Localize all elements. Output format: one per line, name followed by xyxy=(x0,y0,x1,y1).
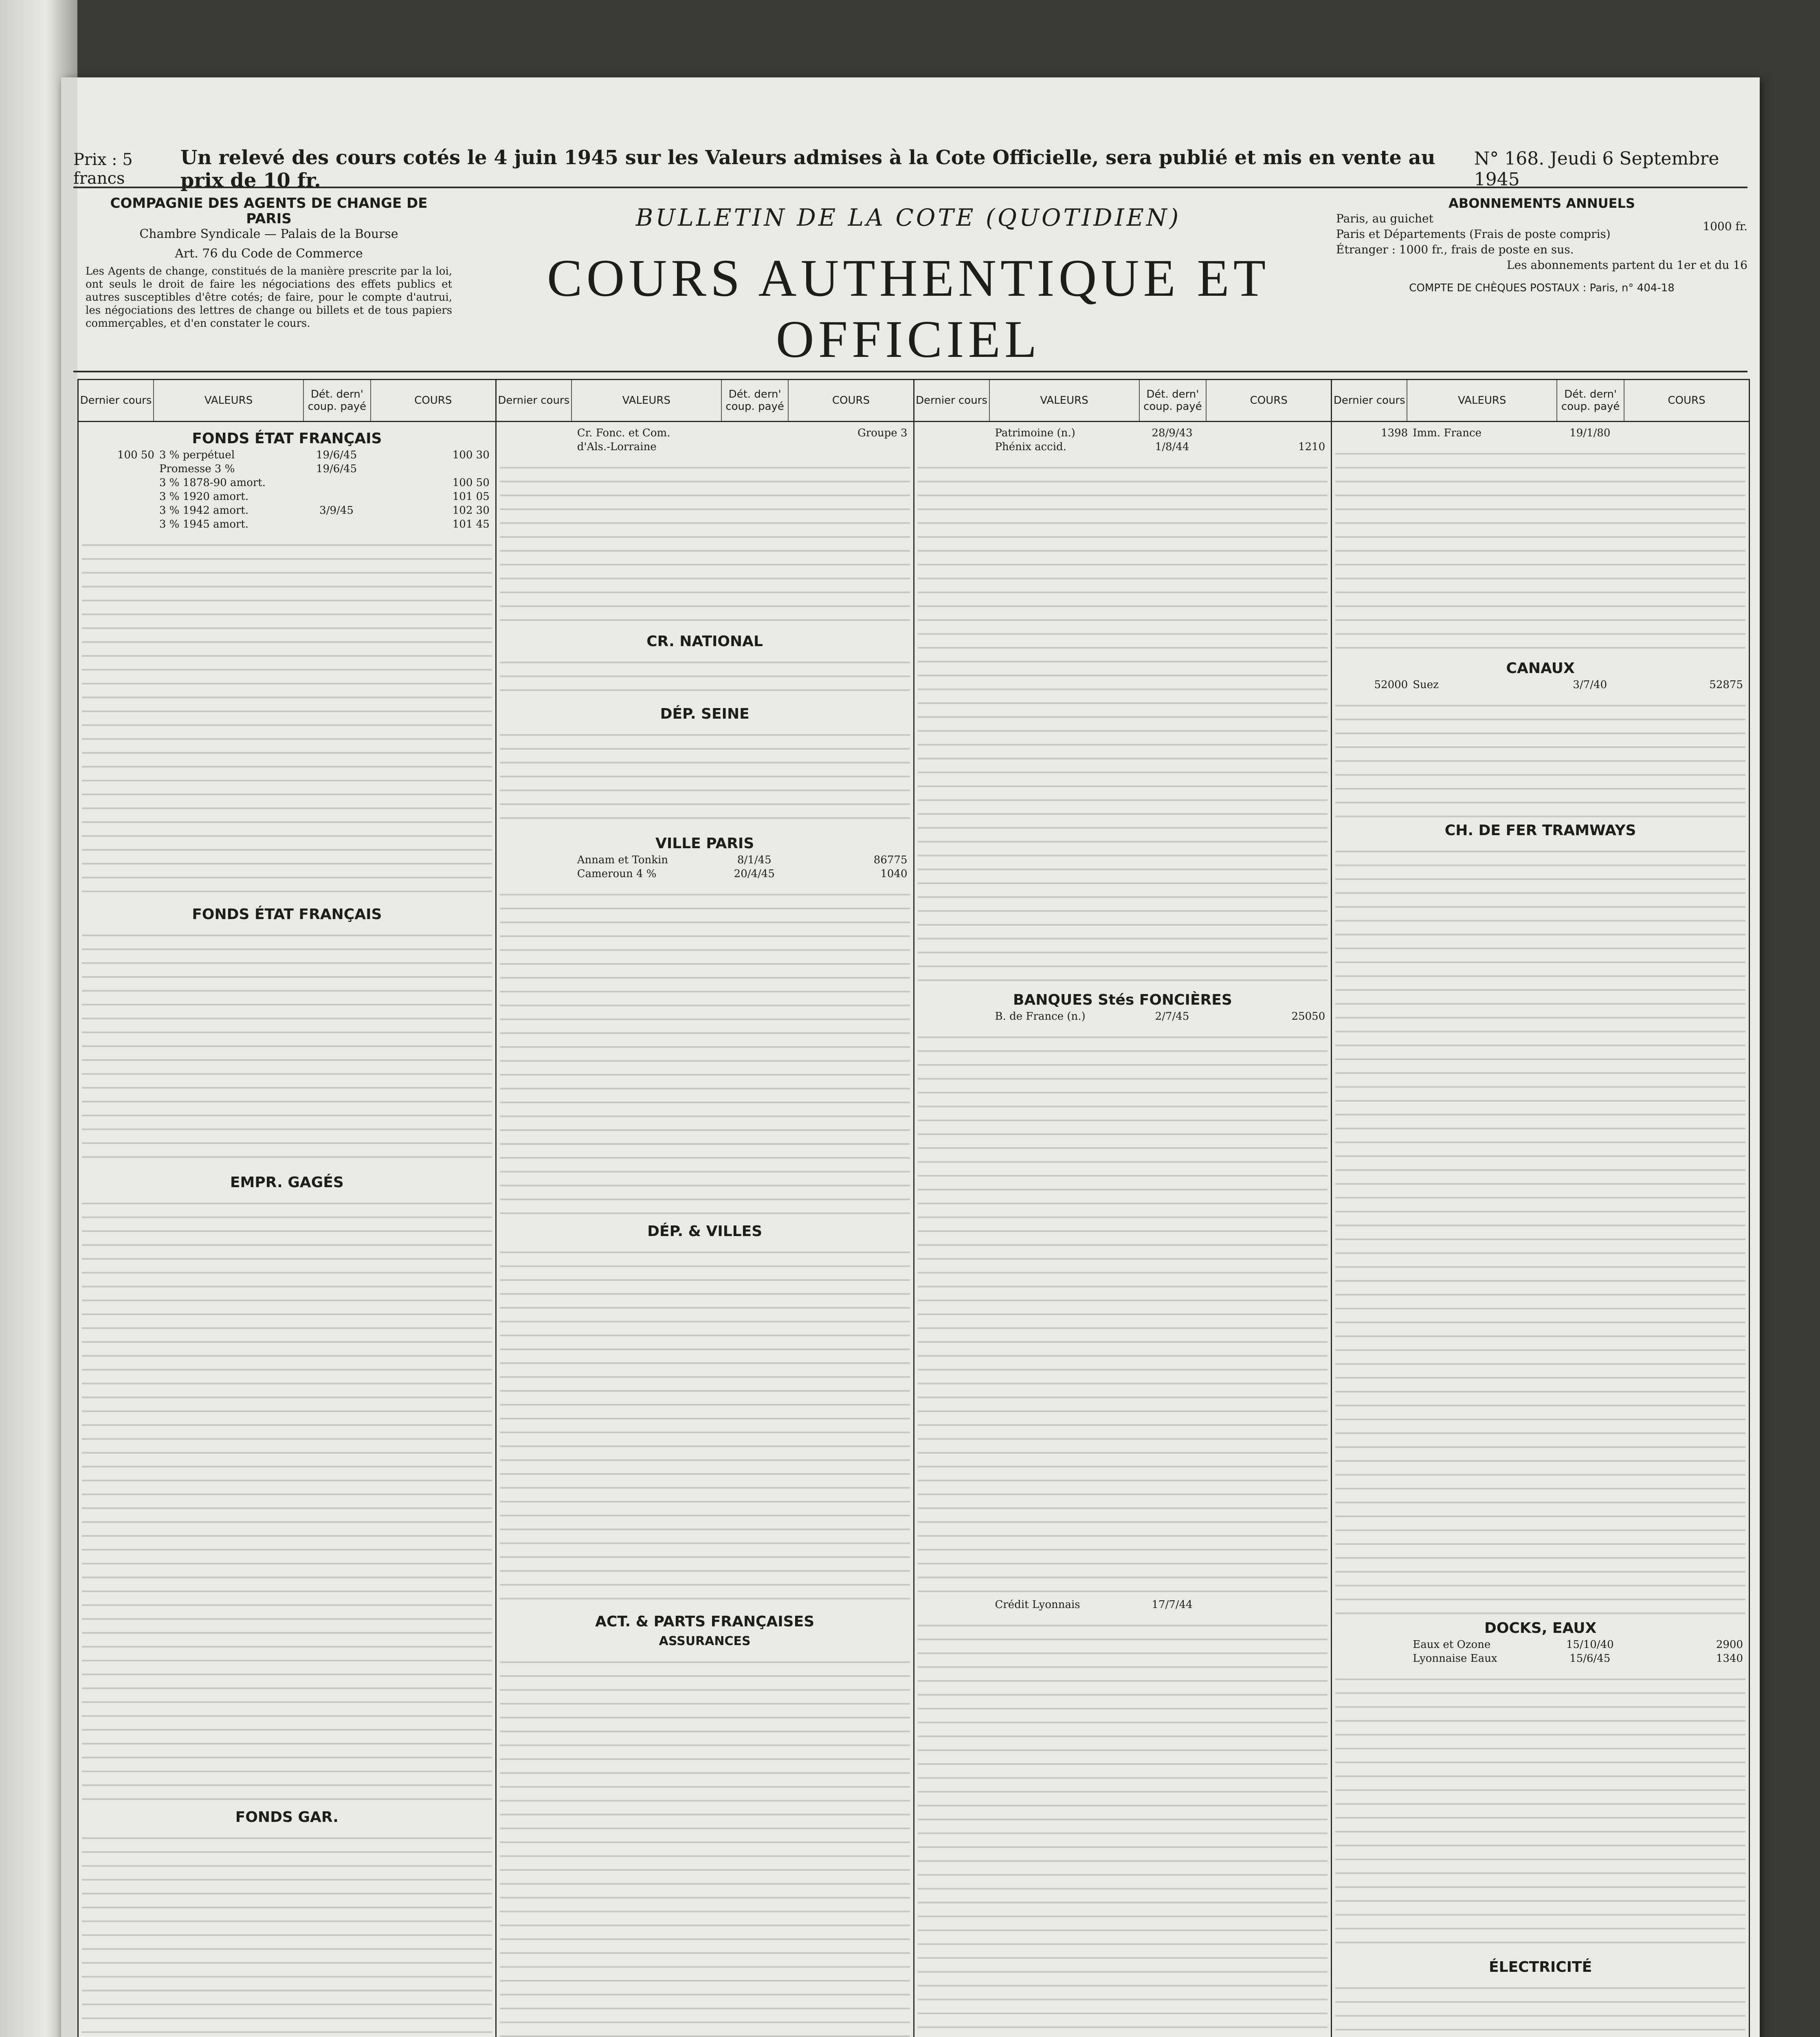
section-heading: ACT. & PARTS FRANÇAISES xyxy=(595,1613,815,1630)
subscription-line-2: Paris et Départements (Frais de poste compris) xyxy=(1336,227,1611,241)
table-row: 3 % 1942 amort. 3/9/45 102 30 xyxy=(159,504,490,517)
quotation-rows-illegible xyxy=(500,885,910,1219)
section-heading: BANQUES Stés FONCIÈRES xyxy=(1013,992,1232,1008)
quotation-rows-illegible xyxy=(1335,1670,1745,1955)
quotation-rows-illegible xyxy=(500,725,910,831)
table-row: 1398 Imm. France 19/1/80 xyxy=(1381,427,1611,439)
main-title: COURS AUTHENTIQUE ET OFFICIEL xyxy=(547,249,1270,369)
table-row: 3 % 1878-90 amort. 100 50 xyxy=(159,477,490,489)
quotation-column-3 xyxy=(914,380,1332,2037)
section-heading: DÉP. & VILLES xyxy=(647,1223,763,1240)
section-heading: DOCKS, EAUX xyxy=(1484,1620,1597,1637)
section-heading: CR. NATIONAL xyxy=(646,633,763,650)
table-row: Crédit Lyonnais 17/7/44 xyxy=(995,1599,1193,1611)
header-securities: VALEURS xyxy=(154,380,304,421)
subscription-line-3: Étranger : 1000 fr., frais de poste en sus. xyxy=(1336,243,1574,256)
quotation-rows-illegible xyxy=(82,535,492,902)
table-row: Annam et Tonkin 8/1/45 86775 xyxy=(577,854,908,866)
quotation-column-4 xyxy=(1332,380,1749,2037)
subscription-amount: 1000 fr. xyxy=(1703,220,1747,233)
section-heading: VILLE PARIS xyxy=(655,835,754,852)
table-row: Lyonnaise Eaux 15/6/45 1340 xyxy=(1413,1652,1743,1665)
top-notice-line xyxy=(73,146,1747,192)
column-header: Dernier cours VALEURS Dét. dern' coup. payé COURS xyxy=(497,380,913,422)
subscription-line-4: Les abonnements partent du 1er et du 16 xyxy=(1507,258,1747,272)
quotation-rows-illegible xyxy=(1335,842,1745,1616)
issue-number: N° 168. Jeudi 6 Septembre 1945 xyxy=(1474,148,1719,190)
table-row: Cr. Fonc. et Com. Groupe 3 xyxy=(577,427,908,439)
quotation-grid xyxy=(77,379,1750,2037)
table-row: Eaux et Ozone 15/10/40 2900 xyxy=(1413,1639,1743,1651)
header-coupon: Dét. dern' coup. payé xyxy=(304,380,371,421)
table-row: Promesse 3 % 19/6/45 xyxy=(159,463,357,475)
price-label: Prix : 5 francs xyxy=(73,150,133,188)
table-row: B. de France (n.) 2/7/45 25050 xyxy=(995,1010,1325,1023)
quotation-rows-illegible xyxy=(82,1828,492,2037)
table-row: Cameroun 4 % 20/4/45 1040 xyxy=(577,868,908,880)
quotation-rows-illegible xyxy=(500,1652,910,2037)
header-last-price: Dernier cours xyxy=(79,380,154,421)
quotation-rows-illegible xyxy=(82,926,492,1170)
masthead xyxy=(489,204,1328,370)
table-row: 3 % 1945 amort. 101 45 xyxy=(159,518,490,530)
quotation-rows-illegible xyxy=(1335,696,1745,818)
quotation-rows-illegible xyxy=(1335,1978,1745,2037)
article-text: Les Agents de change, constitués de la manière prescrite par la loi, ont seuls le droit de faire les négociations des effets publics et autres susceptibles d'être cotés; de faire, pour le compte d'autrui, les négociations des lettres de change ou billets et de tous papiers commerçables, et d'en constater le cours. xyxy=(86,265,452,330)
bulletin-title: BULLETIN DE LA COTE (QUOTIDIEN) xyxy=(635,204,1181,231)
section-heading: DÉP. SEINE xyxy=(660,706,750,722)
header-rule xyxy=(73,187,1747,188)
column-header xyxy=(79,380,495,422)
subscription-line-1: Paris, au guichet xyxy=(1336,212,1433,225)
quotation-rows-illegible xyxy=(500,458,910,629)
section-heading: EMPR. GAGÉS xyxy=(230,1174,344,1191)
section-heading: CH. DE FER TRAMWAYS xyxy=(1444,822,1636,839)
publication-notice: Un relevé des cours cotés le 4 juin 1945 sur les Valeurs admises à la Cote Officielle, sera publié et mis en vente au prix de 10 fr. xyxy=(180,146,1435,192)
section-subheading: ASSURANCES xyxy=(659,1634,751,1648)
section-heading: FONDS ÉTAT FRANÇAIS xyxy=(192,430,382,447)
masthead-rule xyxy=(73,371,1747,372)
quotation-rows-illegible xyxy=(82,1194,492,1805)
section-heading: CANAUX xyxy=(1506,660,1575,677)
table-row: d'Als.-Lorraine xyxy=(577,441,657,453)
table-row: Patrimoine (n.) 28/9/43 xyxy=(995,427,1193,439)
quotation-rows-illegible xyxy=(918,458,1328,988)
article-heading: Art. 76 du Code de Commerce xyxy=(175,246,363,261)
quotation-rows-illegible xyxy=(500,1243,910,1609)
quotation-rows-illegible xyxy=(1335,444,1745,656)
section-heading: FONDS ÉTAT FRANÇAIS xyxy=(192,906,382,923)
subscriptions-block xyxy=(1336,196,1747,296)
subscriptions-heading: ABONNEMENTS ANNUELS xyxy=(1449,196,1635,211)
column-header: Dernier cours VALEURS Dét. dern' coup. payé COURS xyxy=(914,380,1331,422)
quotation-column-1 xyxy=(79,380,497,2037)
table-row: Phénix accid. 1/8/44 1210 xyxy=(995,441,1325,453)
publisher-block xyxy=(86,196,452,330)
company-name: COMPAGNIE DES AGENTS DE CHANGE DE PARIS xyxy=(110,195,428,227)
quotation-rows-illegible xyxy=(918,1027,1328,1598)
postal-account: COMPTE DE CHÈQUES POSTAUX : Paris, n° 404-18 xyxy=(1409,282,1675,294)
section-heading: ÉLECTRICITÉ xyxy=(1489,1959,1592,1975)
quotation-column-2 xyxy=(497,380,914,2037)
section-heading: FONDS GAR. xyxy=(235,1809,339,1826)
header-price: COURS xyxy=(414,394,452,407)
newspaper-page xyxy=(61,77,1760,2037)
column-header: Dernier cours VALEURS Dét. dern' coup. payé COURS xyxy=(1332,380,1749,422)
quotation-rows-illegible xyxy=(918,1616,1328,2037)
quotation-rows-illegible xyxy=(500,653,910,702)
table-row: 100 50 3 % perpétuel 19/6/45 100 30 xyxy=(117,449,490,461)
table-row: 3 % 1920 amort. 101 05 xyxy=(159,491,490,503)
chamber-line: Chambre Syndicale — Palais de la Bourse xyxy=(139,227,398,241)
table-row: 52000 Suez 3/7/40 52875 xyxy=(1374,679,1743,691)
